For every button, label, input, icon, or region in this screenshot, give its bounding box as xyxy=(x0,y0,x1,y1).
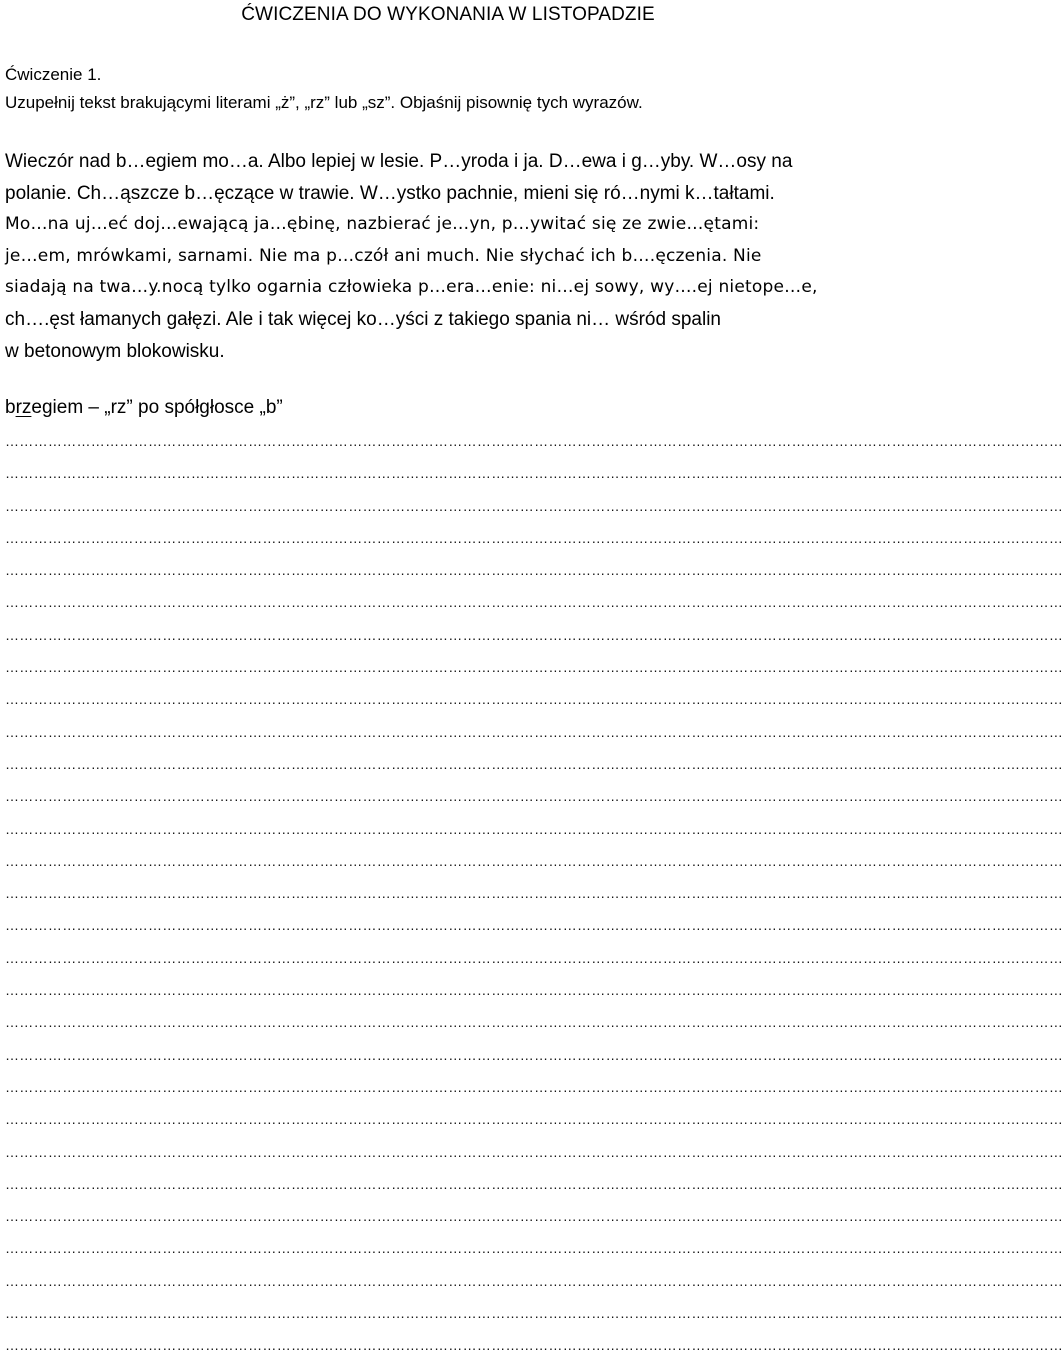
answer-line[interactable]: …………………………………………………………………………………………………………………………………………………………………………………………………… xyxy=(5,1208,1063,1225)
answer-line[interactable]: …………………………………………………………………………………………………………………………………………………………………………………………………… xyxy=(5,659,1063,676)
answer-line[interactable]: …………………………………………………………………………………………………………………………………………………………………………………………………… xyxy=(5,755,1063,772)
answer-line[interactable]: …………………………………………………………………………………………………………………………………………………………………………………………………… xyxy=(5,691,1063,708)
answer-lines xyxy=(5,433,1063,1370)
answer-line[interactable]: …………………………………………………………………………………………………………………………………………………………………………………………………… xyxy=(5,465,1063,482)
answer-line[interactable]: …………………………………………………………………………………………………………………………………………………………………………………………………… xyxy=(5,820,1063,837)
example-word-underlined: rz xyxy=(15,397,32,418)
answer-line[interactable]: …………………………………………………………………………………………………………………………………………………………………………………………………… xyxy=(5,626,1063,643)
worked-example xyxy=(5,397,283,419)
page-title: ĆWICZENIA DO WYKONANIA W LISTOPADZIE xyxy=(241,4,655,25)
example-word-suffix: egiem xyxy=(31,397,84,418)
answer-line[interactable]: …………………………………………………………………………………………………………………………………………………………………………………………………… xyxy=(5,497,1063,514)
answer-line[interactable]: …………………………………………………………………………………………………………………………………………………………………………………………………… xyxy=(5,917,1063,934)
answer-line[interactable]: …………………………………………………………………………………………………………………………………………………………………………………………………… xyxy=(5,1046,1063,1063)
answer-line[interactable]: …………………………………………………………………………………………………………………………………………………………………………………………………… xyxy=(5,982,1063,999)
example-explanation: – „rz” po spółgłosce „b” xyxy=(83,397,283,418)
answer-line[interactable]: …………………………………………………………………………………………………………………………………………………………………………………………………… xyxy=(5,1240,1063,1257)
paragraph-line: polanie. Ch…ąszcze b…ęczące w trawie. W…ystko pachnie, mieni się ró…nymi k…tałtami. xyxy=(5,182,775,204)
paragraph-line: Mo…na uj…eć doj…ewającą ja…ębinę, nazbierać je…yn, p…ywitać się ze zwie…ętami: xyxy=(5,214,760,235)
answer-line[interactable]: …………………………………………………………………………………………………………………………………………………………………………………………………… xyxy=(5,529,1063,546)
answer-line[interactable]: …………………………………………………………………………………………………………………………………………………………………………………………………… xyxy=(5,1272,1063,1289)
answer-line[interactable]: …………………………………………………………………………………………………………………………………………………………………………………………………… xyxy=(5,433,1063,449)
answer-line[interactable]: …………………………………………………………………………………………………………………………………………………………………………………………………… xyxy=(5,723,1063,740)
exercise-instruction: Uzupełnij tekst brakującymi literami „ż”, „rz” lub „sz”. Objaśnij pisownię tych wyrazów. xyxy=(5,93,643,112)
answer-line[interactable]: …………………………………………………………………………………………………………………………………………………………………………………………………… xyxy=(5,885,1063,902)
answer-line[interactable]: …………………………………………………………………………………………………………………………………………………………………………………………………… xyxy=(5,1111,1063,1128)
paragraph-line: je…em, mrówkami, sarnami. Nie ma p…czół ani much. Nie słychać ich b….ęczenia. Nie xyxy=(5,245,762,266)
answer-line[interactable]: …………………………………………………………………………………………………………………………………………………………………………………………………… xyxy=(5,949,1063,966)
paragraph-line: w betonowym blokowisku. xyxy=(5,340,225,362)
exercise-label: Ćwiczenie 1. xyxy=(5,65,102,84)
paragraph-line: ch….ęst łamanych gałęzi. Ale i tak więcej ko…yści z takiego spania ni… wśród spalin xyxy=(5,308,721,330)
answer-line[interactable]: …………………………………………………………………………………………………………………………………………………………………………………………………… xyxy=(5,1014,1063,1031)
paragraph-line: Wieczór nad b…egiem mo…a. Albo lepiej w lesie. P…yroda i ja. D…ewa i g…yby. W…osy na xyxy=(5,151,793,172)
answer-line[interactable]: …………………………………………………………………………………………………………………………………………………………………………………………………… xyxy=(5,1175,1063,1192)
answer-line[interactable]: …………………………………………………………………………………………………………………………………………………………………………………………………… xyxy=(5,562,1063,579)
answer-line[interactable]: …………………………………………………………………………………………………………………………………………………………………………………………………… xyxy=(5,788,1063,805)
answer-line[interactable]: …………………………………………………………………………………………………………………………………………………………………………………………………… xyxy=(5,594,1063,611)
answer-line[interactable]: …………………………………………………………………………………………………………………………………………………………………………………………………… xyxy=(5,852,1063,869)
paragraph-line: siadają na twa…y.nocą tylko ogarnia człowieka p…era…enie: ni…ej sowy, wy….ej nietope…e, xyxy=(5,277,818,298)
example-word-prefix: b xyxy=(5,397,16,418)
answer-line[interactable]: …………………………………………………………………………………………………………………………………………………………………………………………………… xyxy=(5,1078,1063,1095)
answer-line[interactable]: …………………………………………………………………………………………………………………………………………………………………………………………………… xyxy=(5,1337,1063,1354)
answer-line[interactable]: …………………………………………………………………………………………………………………………………………………………………………………………………… xyxy=(5,1143,1063,1160)
answer-line[interactable]: …………………………………………………………………………………………………………………………………………………………………………………………………… xyxy=(5,1305,1063,1322)
exercise-paragraph xyxy=(5,146,957,367)
